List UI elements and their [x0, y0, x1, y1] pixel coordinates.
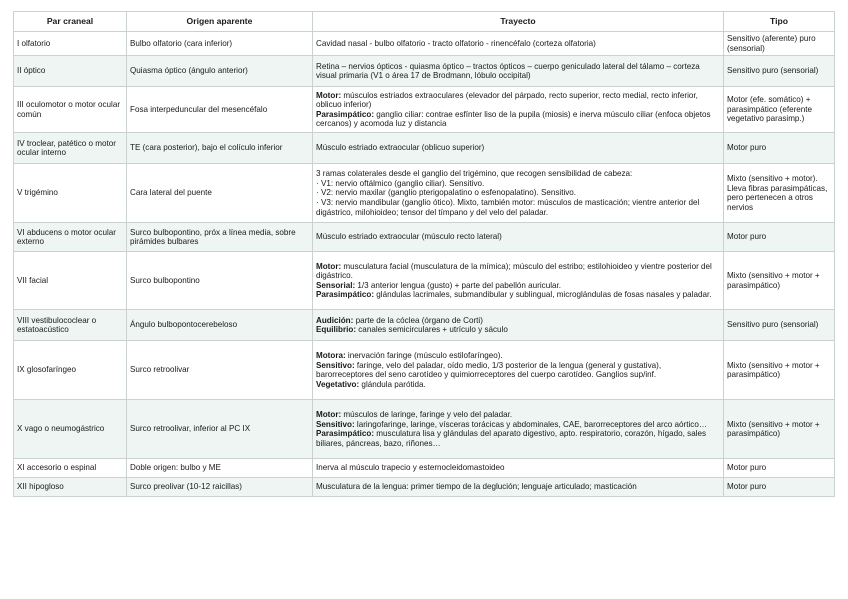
header-row [14, 12, 835, 32]
header-par-craneal: Par craneal [14, 12, 127, 32]
cell-tipo: Motor (efe. somático) + parasimpático (eferente vegetativo parasimp.) [724, 87, 835, 133]
trayecto-label: Motora: [316, 351, 346, 360]
trayecto-line: · V1: nervio oftálmico (ganglio ciliar). Sensitivo. [316, 178, 485, 188]
trayecto-line: Músculo estriado extraocular (músculo recto lateral) [316, 232, 502, 242]
cell-trayecto [313, 133, 724, 164]
trayecto-text: músculos de laringe, faringe y velo del paladar. [341, 410, 513, 419]
cell-par-craneal: XI accesorio o espinal [14, 459, 127, 478]
cell-tipo: Motor puro [724, 478, 835, 497]
cell-origen-aparente: TE (cara posterior), bajo el colículo inferior [127, 133, 313, 164]
table-row [14, 310, 835, 341]
table-body [14, 32, 835, 497]
cell-trayecto [313, 310, 724, 341]
header-trayecto: Trayecto [313, 12, 724, 32]
trayecto-line: 3 ramas colaterales desde el ganglio del trigémino, que recogen sensibilidad de cabeza: [316, 169, 633, 179]
cell-tipo: Motor puro [724, 223, 835, 252]
trayecto-line: Musculatura de la lengua: primer tiempo de la deglución; lenguaje articulado; masticación [316, 482, 637, 492]
table-row [14, 459, 835, 478]
cell-par-craneal: V trigémino [14, 164, 127, 223]
trayecto-line: Retina – nervios ópticos - quiasma óptico – tractos ópticos – cuerpo geniculado lateral del tálamo – corteza visual primaria (V1 o área 17 de Brodmann, lóbulo occipital) [316, 61, 700, 81]
trayecto-label: Parasimpático: [316, 429, 375, 439]
cell-trayecto [313, 56, 724, 87]
cell-par-craneal: IV troclear, patético o motor ocular interno [14, 133, 127, 164]
table-row [14, 400, 835, 459]
trayecto-line [316, 316, 720, 326]
table-row [14, 252, 835, 310]
cell-trayecto [313, 252, 724, 310]
table-row [14, 478, 835, 497]
trayecto-line: · V2: nervio maxilar (ganglio pterigopalatino o esfenopalatino). Sensitivo. [316, 188, 577, 198]
cell-tipo: Mixto (sensitivo + motor + parasimpático) [724, 341, 835, 400]
table-row [14, 87, 835, 133]
trayecto-label: Motor: [316, 410, 342, 419]
cell-origen-aparente: Ángulo bulbopontocerebeloso [127, 310, 313, 341]
cell-par-craneal: VIII vestibulococlear o estatoacústico [14, 310, 127, 341]
cell-trayecto [313, 459, 724, 478]
trayecto-line [316, 91, 720, 110]
table-row [14, 341, 835, 400]
cell-trayecto [313, 164, 724, 223]
cell-tipo: Sensitivo puro (sensorial) [724, 310, 835, 341]
trayecto-line: Cavidad nasal - bulbo olfatorio - tracto olfatorio - rinencéfalo (corteza olfatoria) [316, 38, 596, 48]
trayecto-label: Audición: [316, 315, 354, 325]
trayecto-label: Sensitivo: [316, 360, 355, 370]
trayecto-text: canales semicirculares + utrículo y sáculo [356, 325, 508, 335]
trayecto-line [316, 325, 720, 335]
trayecto-label: Sensorial: [316, 280, 356, 290]
trayecto-text: inervación faringe (músculo estilofaríngeo). [345, 351, 503, 360]
cell-tipo: Sensitivo puro (sensorial) [724, 56, 835, 87]
cell-trayecto [313, 341, 724, 400]
trayecto-line [316, 262, 720, 281]
cell-origen-aparente: Quiasma óptico (ángulo anterior) [127, 56, 313, 87]
trayecto-text: 1/3 anterior lengua (gusto) + parte del pabellón auricular. [355, 280, 561, 290]
cell-origen-aparente: Bulbo olfatorio (cara inferior) [127, 32, 313, 56]
trayecto-line [316, 361, 720, 380]
trayecto-label: Sensitivo: [316, 419, 355, 429]
trayecto-label: Motor: [316, 90, 342, 100]
cell-trayecto [313, 400, 724, 459]
trayecto-line: · V3: nervio mandibular (ganglio ótico). Mixto, también motor: músculos de masticación; vientre anterior del digástrico, milohioideo; tensor del tímpano y del velo del paladar. [316, 197, 700, 217]
trayecto-label: Parasimpático: [316, 290, 375, 300]
header-origen-aparente: Origen aparente [127, 12, 313, 32]
trayecto-line [316, 110, 720, 129]
table-header [14, 12, 835, 32]
trayecto-text: laringofaringe, laringe, vísceras torácicas y abdominales, CAE, barorreceptores del arco aórtico… [354, 419, 707, 429]
cell-par-craneal: III oculomotor o motor ocular común [14, 87, 127, 133]
cell-trayecto [313, 478, 724, 497]
cell-par-craneal: X vago o neumogástrico [14, 400, 127, 459]
cell-tipo: Mixto (sensitivo + motor + parasimpático) [724, 400, 835, 459]
cell-origen-aparente: Surco bulbopontino [127, 252, 313, 310]
cell-par-craneal: I olfatorio [14, 32, 127, 56]
trayecto-line [316, 281, 720, 291]
header-tipo: Tipo [724, 12, 835, 32]
cell-origen-aparente: Cara lateral del puente [127, 164, 313, 223]
trayecto-label: Parasimpático: [316, 109, 375, 119]
trayecto-line [316, 420, 720, 430]
cell-par-craneal: XII hipogloso [14, 478, 127, 497]
table-row [14, 164, 835, 223]
trayecto-line [316, 380, 720, 390]
cell-origen-aparente: Surco preolivar (10-12 raicillas) [127, 478, 313, 497]
trayecto-line: Músculo estriado extraocular (oblicuo superior) [316, 143, 485, 153]
cranial-nerves-table-wrapper [13, 11, 834, 497]
table-row [14, 32, 835, 56]
trayecto-line [316, 290, 720, 300]
cell-trayecto [313, 32, 724, 56]
cell-trayecto [313, 223, 724, 252]
cell-origen-aparente: Surco retroolivar [127, 341, 313, 400]
table-row [14, 56, 835, 87]
trayecto-text: glándulas lacrimales, submandibular y sublingual, microglándulas de fosas nasales y paladar. [374, 290, 712, 300]
trayecto-label: Vegetativo: [316, 379, 360, 389]
cell-par-craneal: IX glosofaríngeo [14, 341, 127, 400]
trayecto-text: musculatura lisa y glándulas del aparato digestivo, apto. respiratorio, corazón, hígado, sales biliares, páncreas, bazo, riñones… [316, 429, 707, 448]
cell-origen-aparente: Surco retroolivar, inferior al PC IX [127, 400, 313, 459]
trayecto-text: parte de la cóclea (órgano de Corti) [353, 315, 483, 325]
cranial-nerves-table [13, 11, 835, 497]
cell-origen-aparente: Doble origen: bulbo y ME [127, 459, 313, 478]
trayecto-label: Equilibrio: [316, 325, 357, 335]
cell-par-craneal: II óptico [14, 56, 127, 87]
trayecto-text: glándula parótida. [359, 379, 426, 389]
table-row [14, 223, 835, 252]
cell-tipo: Mixto (sensitivo + motor + parasimpático) [724, 252, 835, 310]
trayecto-line [316, 410, 720, 420]
cell-tipo: Mixto (sensitivo + motor). Lleva fibras parasimpáticas, pero pertenecen a otros nervios [724, 164, 835, 223]
trayecto-text: ganglio ciliar: contrae esfínter liso de la pupila (miosis) e inerva músculo ciliar (enfoca objetos cercanos) y acomoda luz y distancia [316, 109, 711, 129]
trayecto-label: Motor: [316, 261, 342, 271]
cell-tipo: Motor puro [724, 133, 835, 164]
cell-par-craneal: VI abducens o motor ocular externo [14, 223, 127, 252]
trayecto-line: Inerva al músculo trapecio y esternocleidomastoideo [316, 463, 505, 473]
cell-tipo: Sensitivo (aferente) puro (sensorial) [724, 32, 835, 56]
cell-origen-aparente: Surco bulbopontino, próx a línea media, sobre pirámides bulbares [127, 223, 313, 252]
trayecto-line [316, 429, 720, 448]
cell-origen-aparente: Fosa interpeduncular del mesencéfalo [127, 87, 313, 133]
trayecto-text: musculatura facial (musculatura de la mímica); músculo del estribo; estilohioideo y vientre posterior del digástrico. [316, 261, 712, 281]
trayecto-line [316, 351, 720, 361]
cell-par-craneal: VII facial [14, 252, 127, 310]
table-row [14, 133, 835, 164]
trayecto-text: faringe, velo del paladar, oído medio, 1/3 posterior de la lengua (general y gustativa), barorreceptores del seno carotídeo y quimiorreceptores del cuerpo carotídeo. Ganglios sup/inf. [316, 360, 662, 380]
trayecto-text: músculos estriados extraoculares (elevador del párpado, recto superior, recto medial, recto inferior, oblicuo inferior) [316, 90, 698, 110]
cell-tipo: Motor puro [724, 459, 835, 478]
cell-trayecto [313, 87, 724, 133]
